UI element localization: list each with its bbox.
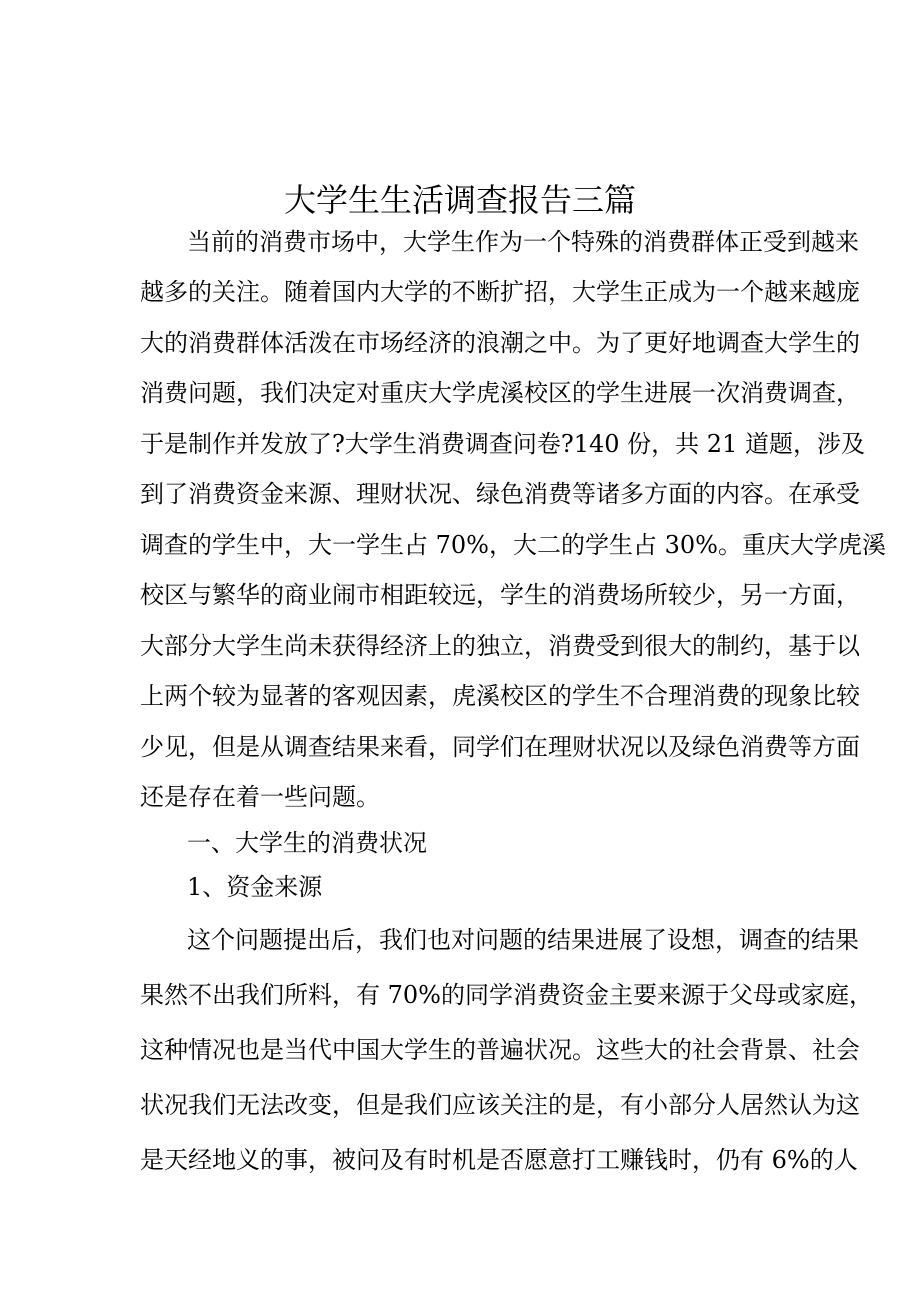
paragraph-line: 校区与繁华的商业闹市相距较远，学生的消费场所较少，另一方面， bbox=[140, 581, 860, 609]
paragraph-line: 上两个较为显著的客观因素，虎溪校区的学生不合理消费的现象比较 bbox=[140, 682, 860, 710]
subsection-heading: 1、资金来源 bbox=[187, 873, 323, 901]
paragraph-line: 于是制作并发放了?大学生消费调查问卷?140 份，共 21 道题，涉及 bbox=[140, 430, 865, 458]
paragraph-line: 大部分大学生尚未获得经济上的独立，消费受到很大的制约，基于以 bbox=[140, 632, 860, 660]
paragraph-line: 还是存在着一些问题。 bbox=[140, 783, 380, 811]
paragraph-line: 是天经地义的事，被问及有时机是否愿意打工赚钱时，仍有 6%的人 bbox=[140, 1146, 858, 1174]
paragraph-line: 状况我们无法改变，但是我们应该关注的是，有小部分人居然认为这 bbox=[140, 1091, 860, 1119]
paragraph-line: 消费问题，我们决定对重庆大学虎溪校区的学生进展一次消费调查， bbox=[140, 379, 860, 407]
document-title: 大学生生活调查报告三篇 bbox=[283, 181, 636, 219]
paragraph-line: 果然不出我们所料，有 70%的同学消费资金主要来源于父母或家庭， bbox=[140, 981, 873, 1009]
paragraph-line: 到了消费资金来源、理财状况、绿色消费等诸多方面的内容。在承受 bbox=[140, 480, 860, 508]
paragraph-line: 大的消费群体活泼在市场经济的浪潮之中。为了更好地调查大学生的 bbox=[140, 329, 860, 357]
paragraph-line: 这个问题提出后，我们也对问题的结果进展了设想，调查的结果 bbox=[187, 926, 859, 954]
section-heading: 一、大学生的消费状况 bbox=[187, 829, 427, 857]
paragraph-line: 这种情况也是当代中国大学生的普遍状况。这些大的社会背景、社会 bbox=[140, 1036, 860, 1064]
paragraph-line: 当前的消费市场中，大学生作为一个特殊的消费群体正受到越来 bbox=[187, 228, 859, 256]
paragraph-line: 少见，但是从调查结果来看，同学们在理财状况以及绿色消费等方面 bbox=[140, 733, 860, 761]
paragraph-line: 调查的学生中，大一学生占 70%，大二的学生占 30%。重庆大学虎溪 bbox=[140, 531, 886, 559]
paragraph-line: 越多的关注。随着国内大学的不断扩招，大学生正成为一个越来越庞 bbox=[140, 278, 860, 306]
